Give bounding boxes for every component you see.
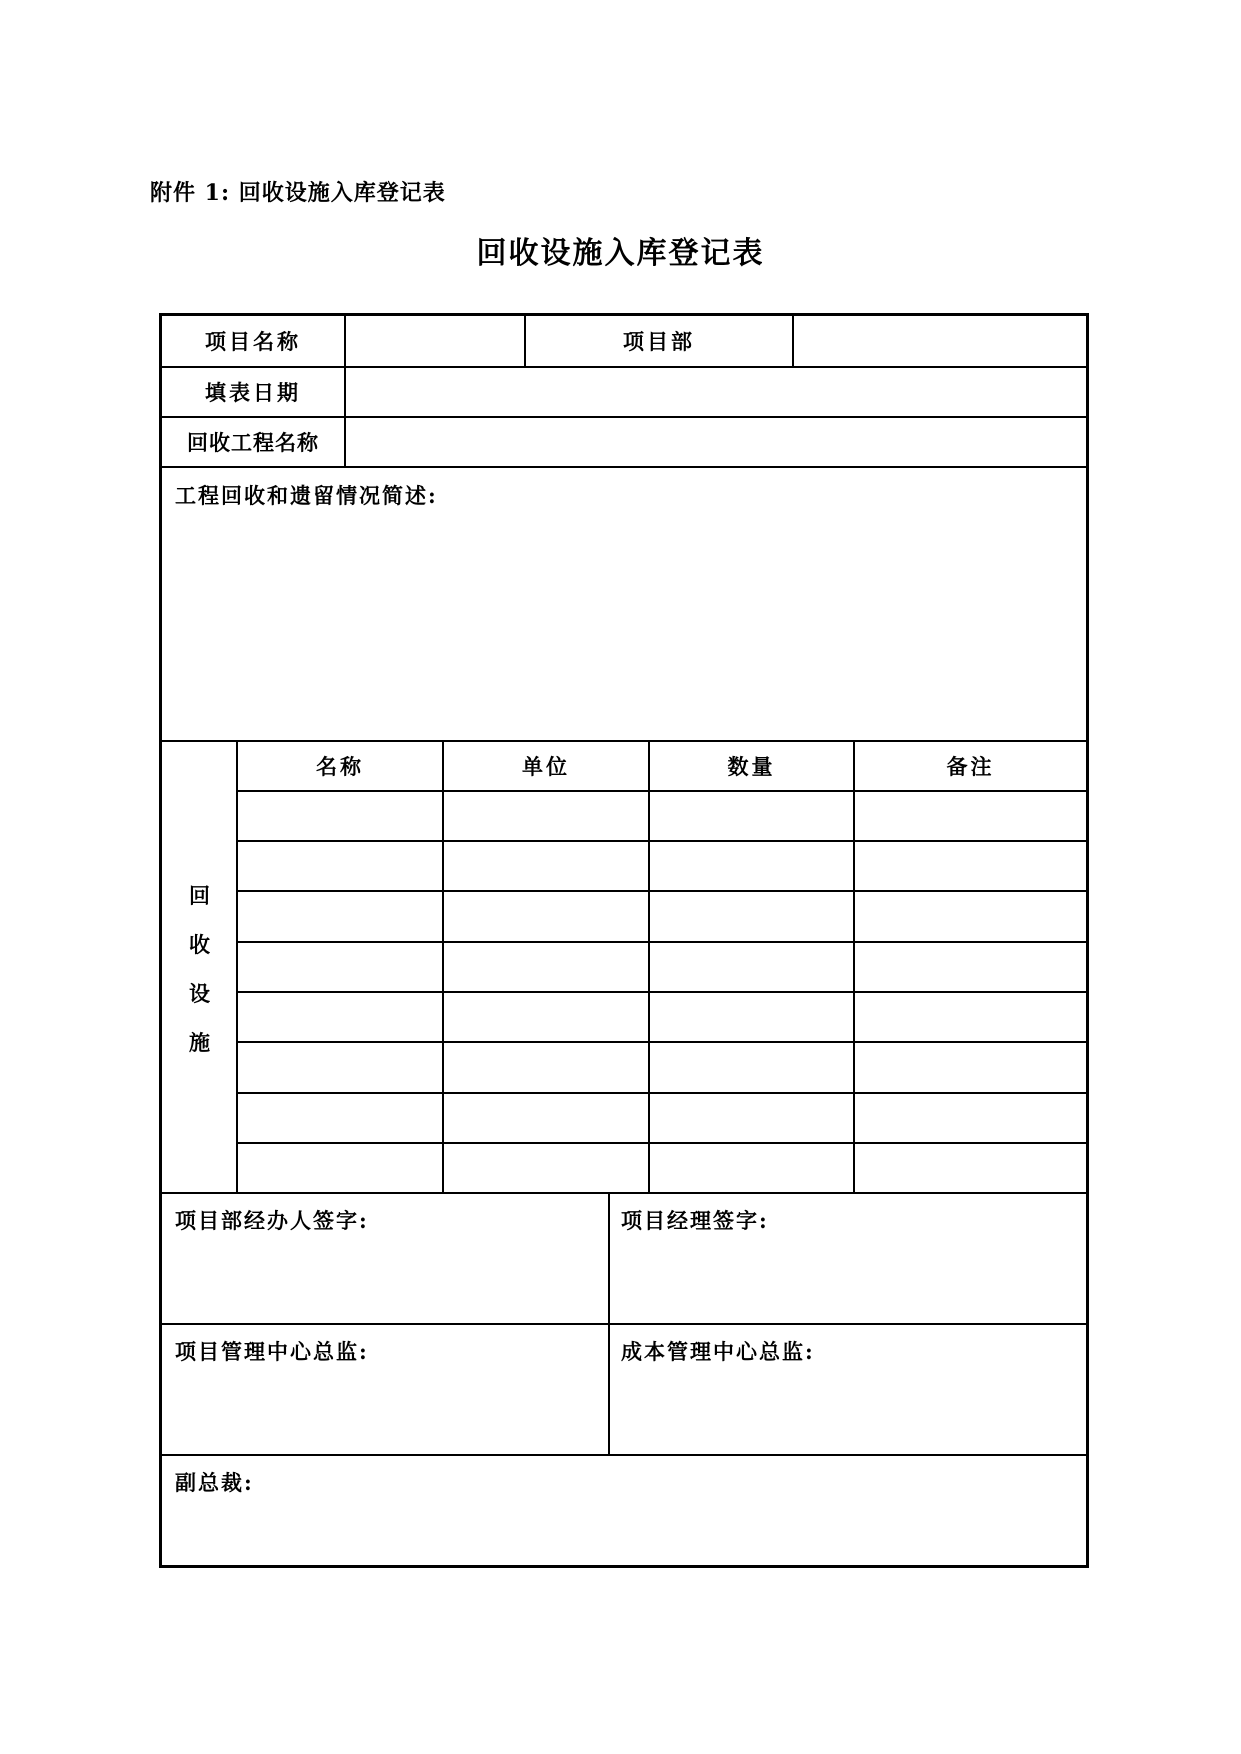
recycle-project-name-value[interactable]	[346, 417, 1086, 466]
row-divider	[237, 991, 1086, 993]
mgmt-center-director-label: 项目管理中心总监:	[175, 1339, 369, 1364]
side-char: 设	[189, 980, 210, 1006]
project-manager-signature-label: 项目经理签字:	[621, 1208, 769, 1233]
row-divider	[162, 1323, 1086, 1325]
row-divider	[162, 1192, 1086, 1194]
row-divider	[162, 1454, 1086, 1456]
registration-form	[159, 313, 1089, 1568]
row-divider	[237, 941, 1086, 943]
row-divider	[237, 840, 1086, 842]
fill-date-value[interactable]	[346, 367, 1086, 416]
row-divider	[237, 890, 1086, 892]
row-divider	[237, 1092, 1086, 1094]
column-header-unit: 单位	[522, 753, 570, 779]
project-name-value[interactable]	[346, 316, 524, 366]
column-header-name: 名称	[316, 753, 364, 779]
attachment-label: 附件 1: 回收设施入库登记表	[150, 180, 446, 206]
dept-handler-signature-label: 项目部经办人签字:	[175, 1208, 369, 1233]
fill-date-label: 填表日期	[205, 379, 301, 405]
row-divider	[237, 1041, 1086, 1043]
col-divider	[648, 740, 650, 1193]
col-divider	[608, 1192, 610, 1455]
side-char: 施	[189, 1029, 210, 1055]
row-divider	[237, 1142, 1086, 1144]
project-name-label: 项目名称	[205, 329, 301, 354]
column-header-remarks: 备注	[946, 753, 995, 779]
cost-center-director-label: 成本管理中心总监:	[621, 1339, 815, 1364]
col-divider	[853, 740, 855, 1193]
summary-label: 工程回收和遗留情况简述:	[175, 483, 438, 508]
vice-president-label: 副总裁:	[175, 1470, 254, 1495]
side-char: 回	[189, 882, 210, 908]
row-divider	[162, 466, 1086, 468]
project-dept-value[interactable]	[794, 316, 1086, 366]
form-title: 回收设施入库登记表	[476, 236, 765, 271]
recycled-facilities-side-label	[162, 741, 237, 1196]
column-header-quantity: 数量	[727, 753, 776, 779]
recycle-project-name-label: 回收工程名称	[187, 429, 319, 455]
col-divider	[442, 740, 444, 1193]
project-dept-label: 项目部	[623, 329, 695, 354]
side-char: 收	[189, 931, 210, 957]
row-divider	[237, 790, 1086, 792]
